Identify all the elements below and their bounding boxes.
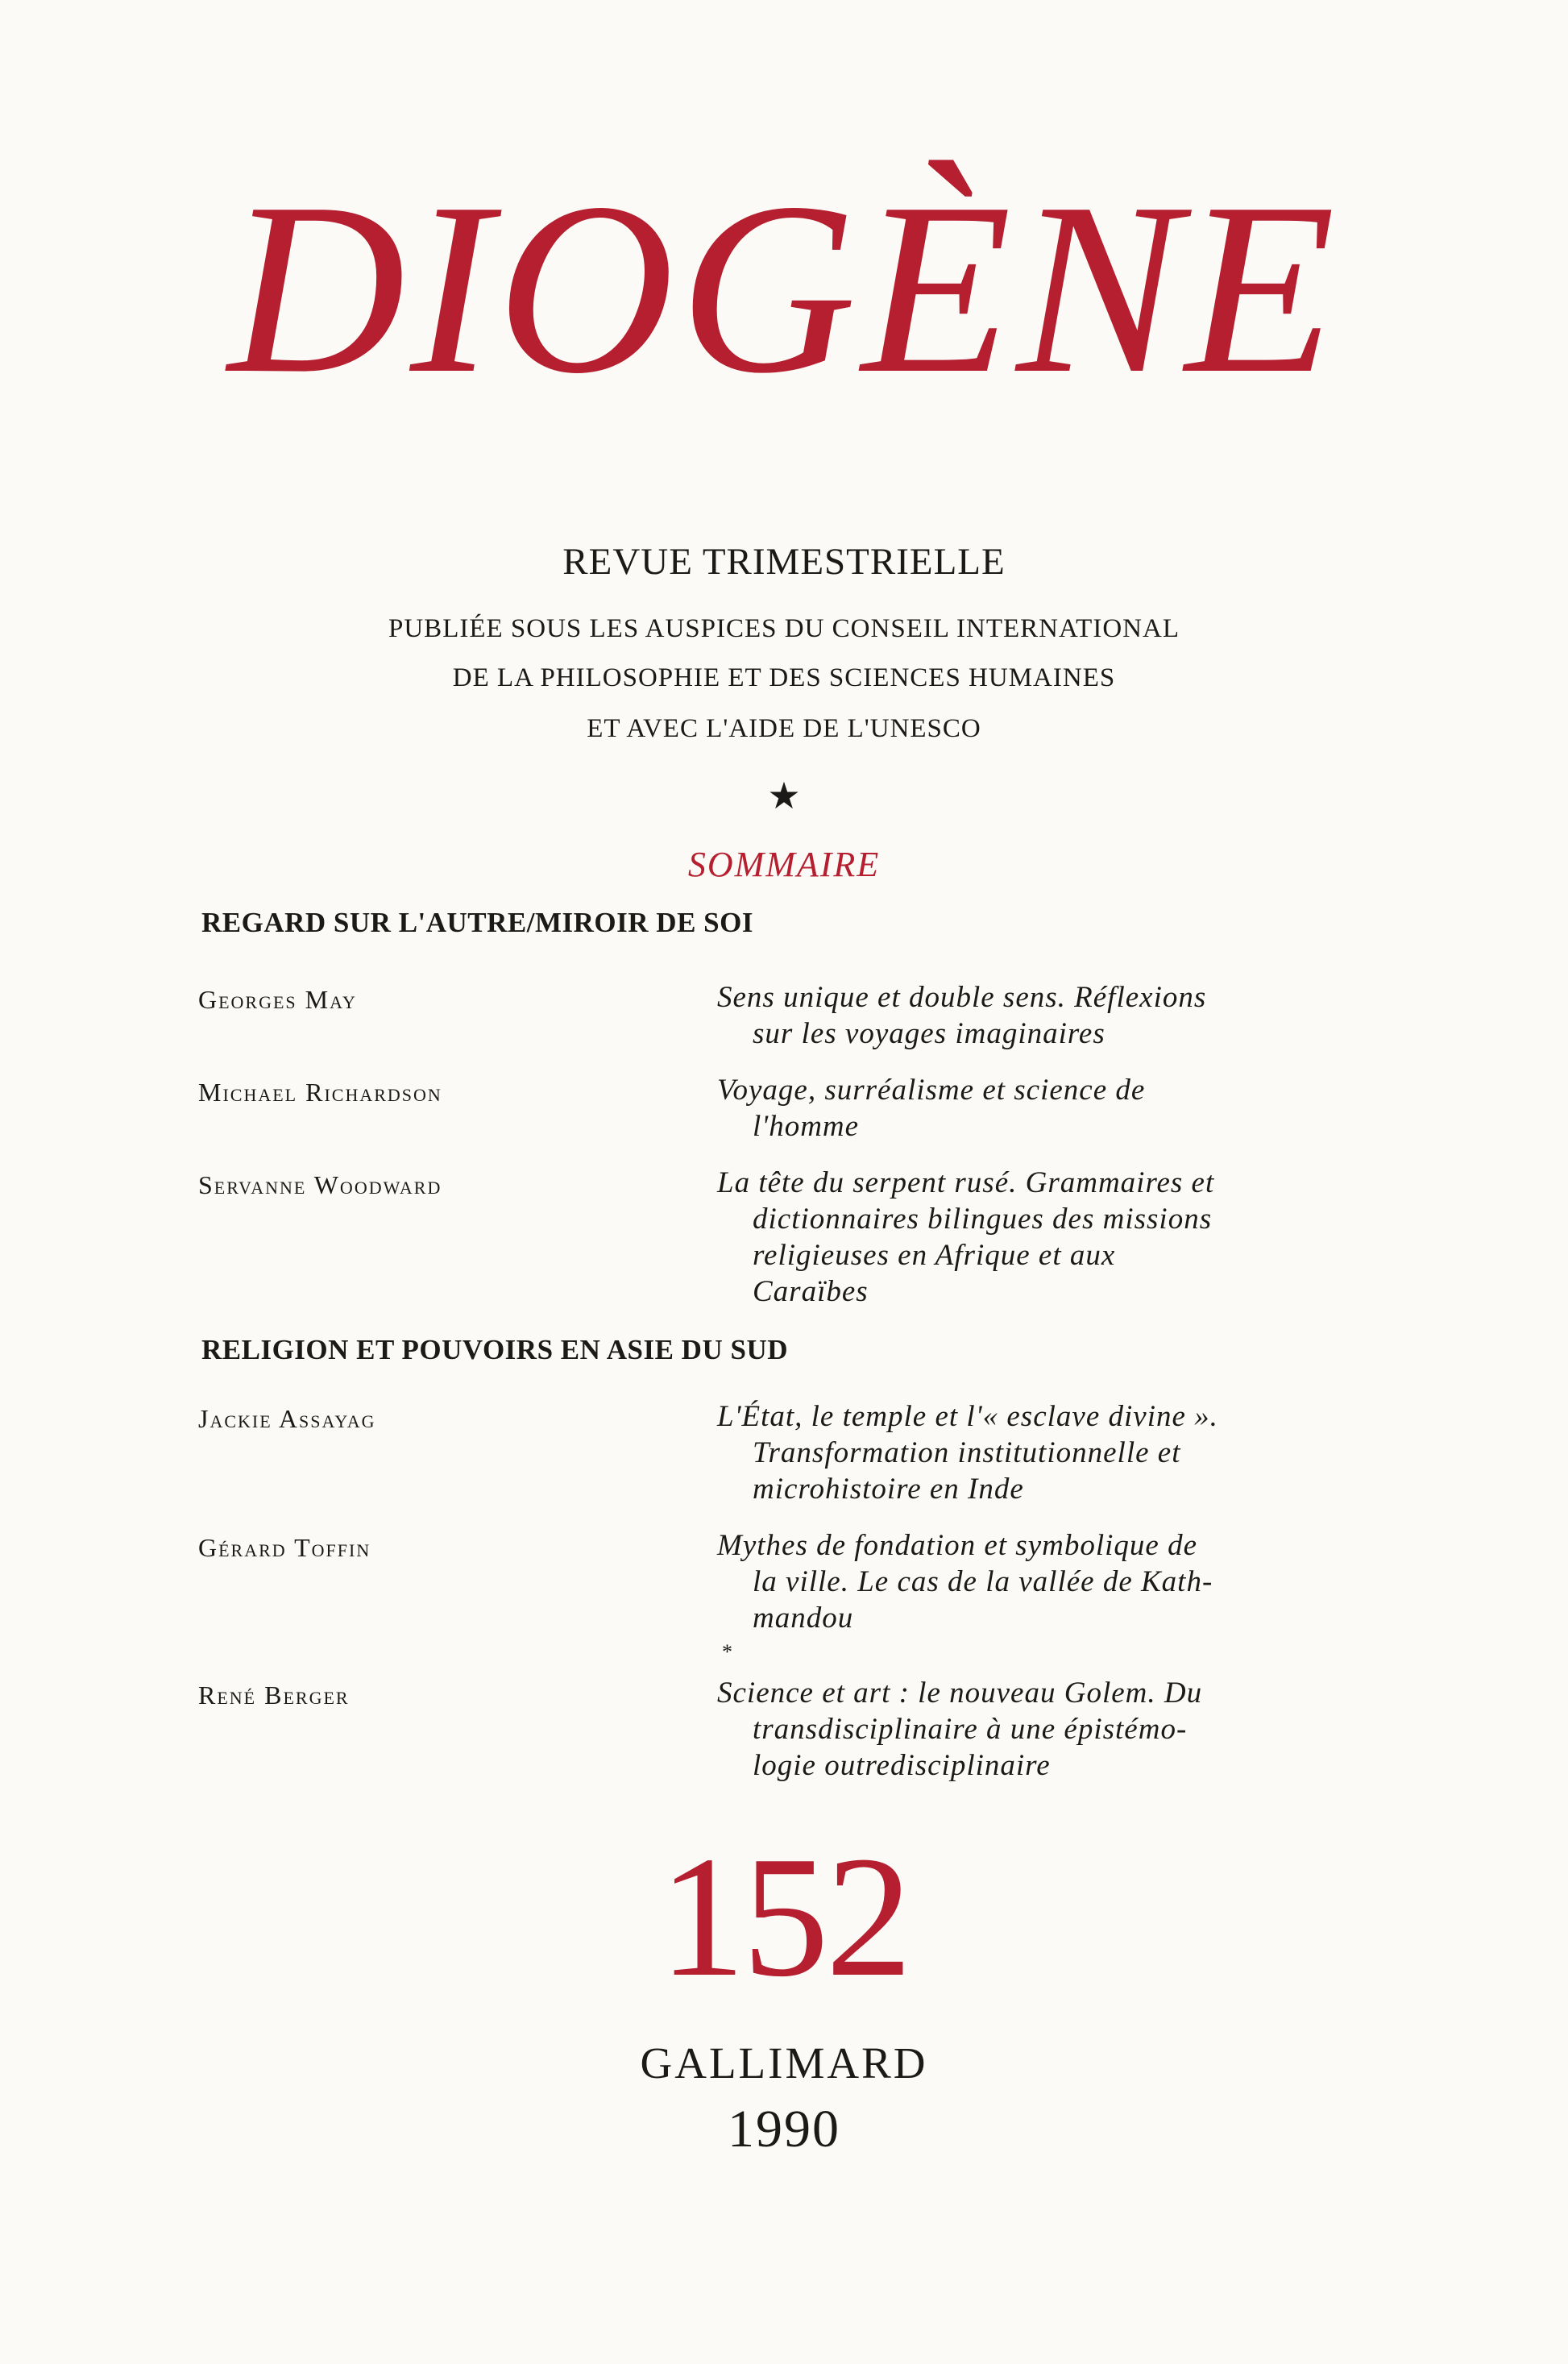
article-title-line: La tête du serpent rusé. Grammaires et [717,1166,1215,1199]
article-title-line: L'État, le temple et l'« esclave divine ». [717,1400,1218,1433]
article-title [717,1527,1320,1636]
article-author: Jackie Assayag [198,1404,376,1433]
article-title-line: Sens unique et double sens. Réflexions [717,981,1207,1014]
article-title-line: Transformation institutionnelle et [753,1436,1181,1469]
section-heading: REGARD SUR L'AUTRE/MIROIR DE SOI [201,907,753,938]
publication-year: 1990 [728,2100,840,2158]
article-title-line: Caraïbes [753,1275,869,1308]
article-author: Gérard Toffin [198,1533,371,1562]
article-title-line: transdisciplinaire à une épistémo- [753,1713,1188,1746]
article-title-line: mandou [753,1602,854,1635]
star-ornament: ★ [767,775,801,816]
article-author: René Berger [198,1681,350,1710]
article-title-line: microhistoire en Inde [753,1473,1024,1506]
article-title-line: Science et art : le nouveau Golem. Du [717,1676,1203,1710]
journal-subtitle: REVUE TRIMESTRIELLE [562,541,1006,583]
article-title [717,1398,1320,1507]
article-title-line: religieuses en Afrique et aux [753,1239,1116,1272]
publisher-name: GALLIMARD [640,2038,928,2088]
article-author: Georges May [198,985,357,1014]
article-title-line: Mythes de fondation et symbolique de [717,1529,1198,1562]
article-title-line: Voyage, surréalisme et science de [717,1074,1146,1107]
sponsor-line: PUBLIÉE SOUS LES AUSPICES DU CONSEIL INTERNATIONAL [388,614,1180,643]
issue-number: 152 [658,1820,910,2013]
article-title-line: dictionnaires bilingues des missions [753,1203,1213,1236]
article-title [717,979,1320,1052]
section-heading: RELIGION ET POUVOIRS EN ASIE DU SUD [201,1334,788,1365]
separator-asterisk: * [722,1640,732,1664]
sponsor-line: ET AVEC L'AIDE DE L'UNESCO [587,714,981,743]
article-title [717,1072,1320,1145]
article-title-line: la ville. Le cas de la vallée de Kath- [753,1565,1213,1598]
article-title [717,1675,1320,1784]
article-title [717,1165,1320,1310]
article-title-line: l'homme [753,1110,860,1143]
journal-title: DIOGÈNE [227,152,1341,424]
article-author: Michael Richardson [198,1078,442,1107]
sponsor-line: DE LA PHILOSOPHIE ET DES SCIENCES HUMAINES [452,663,1116,692]
article-author: Servanne Woodward [198,1170,442,1199]
article-title-line: logie outredisciplinaire [753,1749,1051,1782]
article-title-line: sur les voyages imaginaires [753,1017,1105,1050]
contents-heading: SOMMAIRE [687,845,881,884]
